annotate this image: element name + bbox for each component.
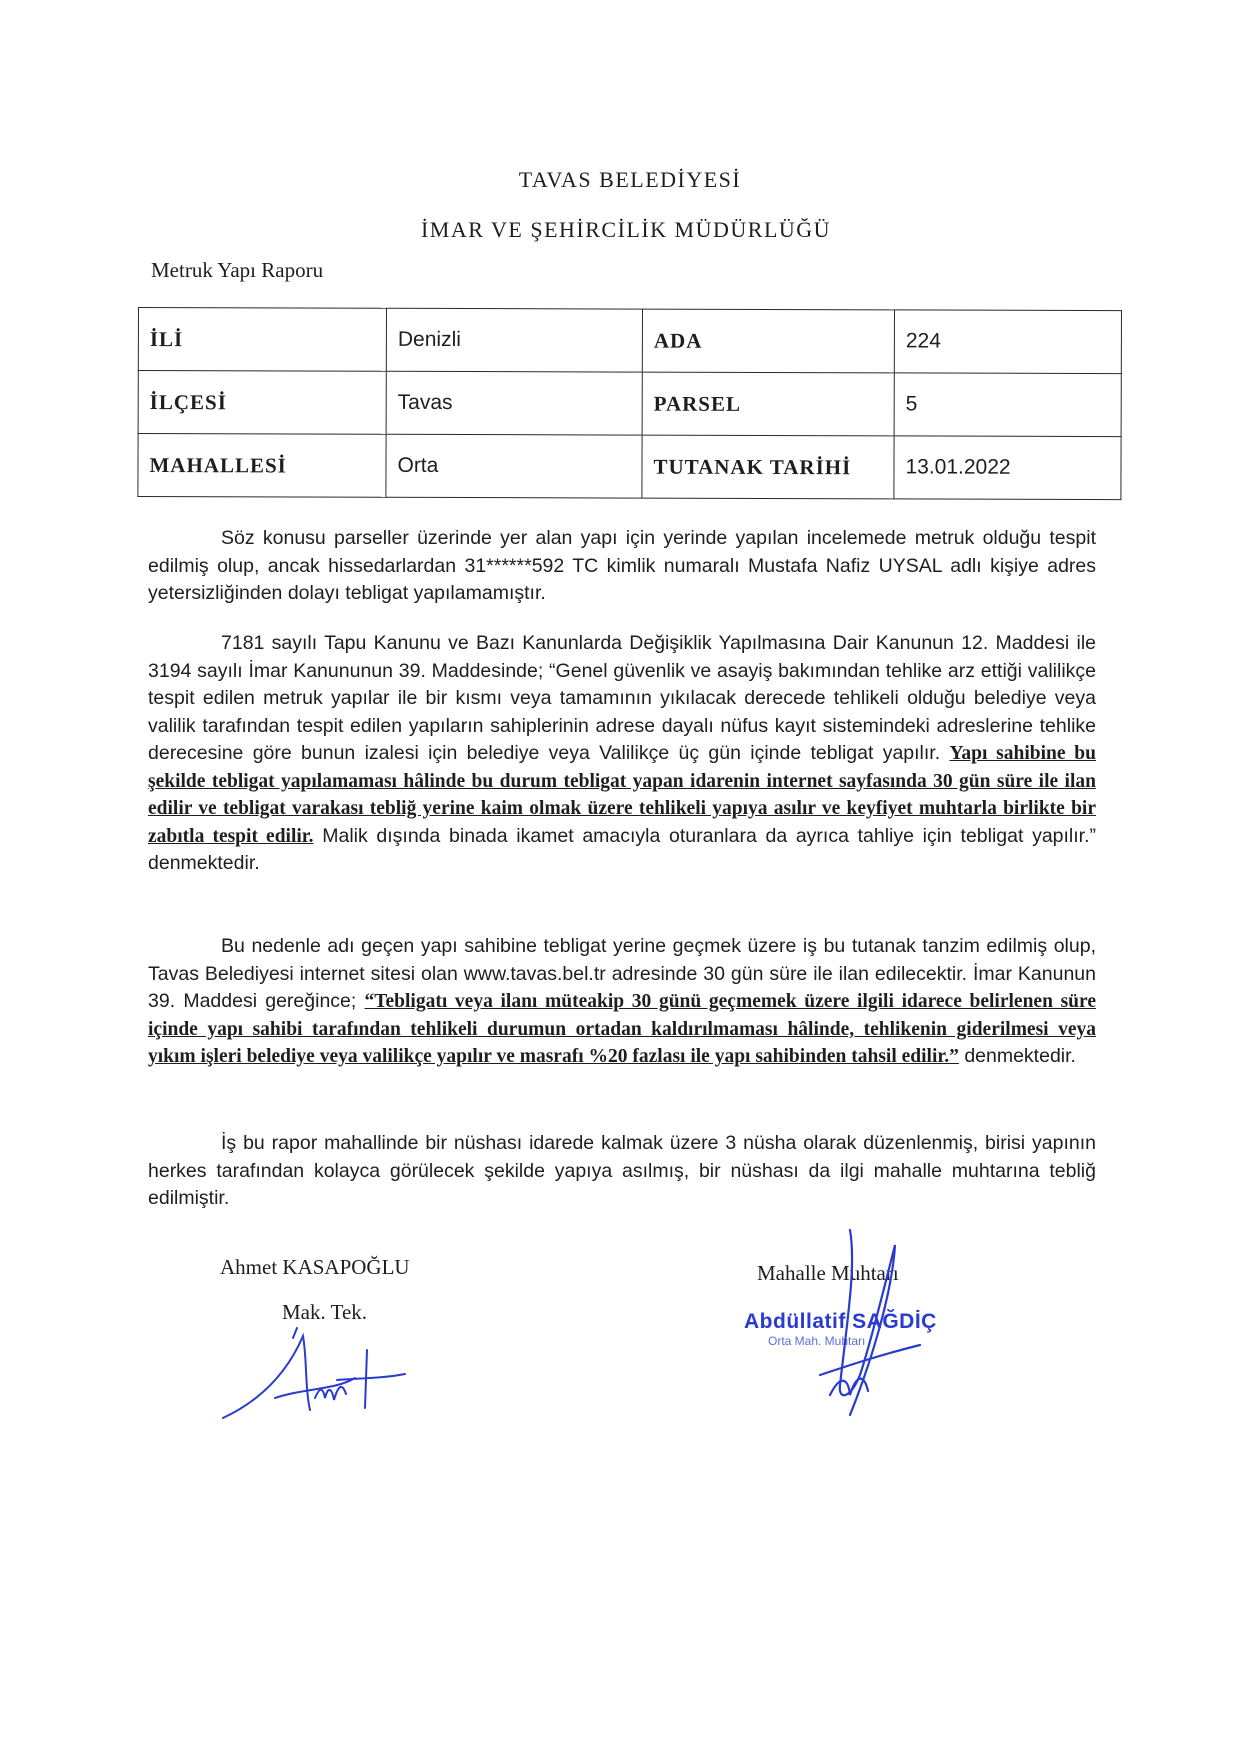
district-value: Tavas xyxy=(386,371,642,435)
district-label: İLÇESİ xyxy=(138,371,386,435)
block-label: ADA xyxy=(642,309,894,373)
law-quote-tail: Malik dışında binada ikamet amacıyla oturanlara da ayrıca tahliye için tebligat yapılır.” denmektedir. xyxy=(148,824,1097,874)
paragraph-finding: Söz konusu parseller üzerinde yer alan yapı için yerinde yapılan incelemede metruk olduğu tespit edilmiş olup, ancak hissedarlardan 31******592 TC kimlik numaralı Mustafa Nafiz UYSAL adlı kişiye adres yetersizliğinden dolayı tebligat yapılamamıştır. xyxy=(148,527,1096,604)
technician-title: Mak. Tek. xyxy=(282,1300,368,1324)
neighborhood-value: Orta xyxy=(386,434,642,498)
report-date-value: 13.01.2022 xyxy=(894,436,1121,500)
law-quote-text: 7181 sayılı Tapu Kanunu ve Bazı Kanunlarda Değişiklik Yapılmasına Dair Kanunun 12. Maddesi ile 3194 sayılı İmar Kanununun 39. Maddesinde; “Genel güvenlik ve asayiş bakımından tehlike arz ettiği valilikçe tespit edilen metruk yapılar ile bir kısmı veya tamamının yıkılacak derecede tehlikeli olduğu belediye veya valilik tarafından tespit edilen yapıların sahiplerinin adrese dayalı nüfus kayıt sistemindeki adreslerine tehlike derecesine göre bunun izalesi için belediye veya Valilikçe üç gün içinde tebligat yapılır. xyxy=(148,632,1096,764)
paragraph-law-quote xyxy=(148,630,1096,878)
table-row xyxy=(138,308,1121,374)
paragraph-announcement xyxy=(148,933,1096,1071)
parcel-value: 5 xyxy=(894,373,1121,437)
province-value: Denizli xyxy=(386,308,642,372)
headman-title: Mahalle Muhtarı xyxy=(757,1261,899,1285)
paragraph-distribution: İş bu rapor mahallinde bir nüshası idarede kalmak üzere 3 nüsha olarak düzenlenmiş, birisi yapının herkes tarafından kolayca görülecek şekilde yapıya asılmış, bir nüshası da ilgi mahalle muhtarına tebliğ edilmiştir. xyxy=(148,1132,1096,1209)
announcement-tail: denmektedir. xyxy=(964,1045,1076,1067)
report-date-label: TUTANAK TARİHİ xyxy=(642,435,894,499)
province-label: İLİ xyxy=(138,308,386,372)
announcement-emphasis: “Tebligatı veya ilanı müteakip 30 günü geçmemek üzere ilgili idarece belirlenen süre içinde yapı sahibi tarafından tehlikeli durumun ortadan kaldırılmaması hâlinde, tehlikenin giderilmesi veya yıkım işleri belediye veya valilikçe yapılır ve masrafı %20 fazlası ile yapı sahibinden tahsil edilir.” xyxy=(148,991,1096,1067)
parcel-info-table xyxy=(137,307,1122,500)
neighborhood-label: MAHALLESİ xyxy=(138,434,386,498)
stamp-name: Abdüllatif SAĞDİÇ xyxy=(744,1310,937,1333)
headman-signature xyxy=(790,1225,940,1425)
law-quote-emphasis: Yapı sahibine bu şekilde tebligat yapılamaması hâlinde bu durum tebligat yapan idarenin internet sayfasında 30 gün süre ile ilan edilir ve tebligat varakası tebliğ yerine kaim olmak üzere tehlikeli yapıya asılır ve keyfiyet muhtarla birlikte bir zabıtla tespit edilir. xyxy=(148,743,1096,847)
table-row xyxy=(138,434,1121,500)
stamp-subtitle: Orta Mah. Muhtarı xyxy=(768,1334,866,1348)
announcement-text: Bu nedenle adı geçen yapı sahibine tebligat yerine geçmek üzere iş bu tutanak tanzim edilmiş olup, Tavas Belediyesi internet sitesi olan www.tavas.bel.tr adresinde 30 gün süre ile ilan edilecektir. İmar Kanunun 39. Maddesi gereğince; xyxy=(148,935,1096,1012)
parcel-label: PARSEL xyxy=(642,372,894,436)
department-name: İMAR VE ŞEHİRCİLİK MÜDÜRLÜĞÜ xyxy=(420,217,832,242)
institution-name: TAVAS BELEDİYESİ xyxy=(518,167,742,192)
block-value: 224 xyxy=(894,310,1121,374)
table-row xyxy=(138,371,1121,437)
report-title: Metruk Yapı Raporu xyxy=(151,258,324,282)
technician-signature xyxy=(215,1318,415,1428)
technician-name: Ahmet KASAPOĞLU xyxy=(220,1255,410,1279)
